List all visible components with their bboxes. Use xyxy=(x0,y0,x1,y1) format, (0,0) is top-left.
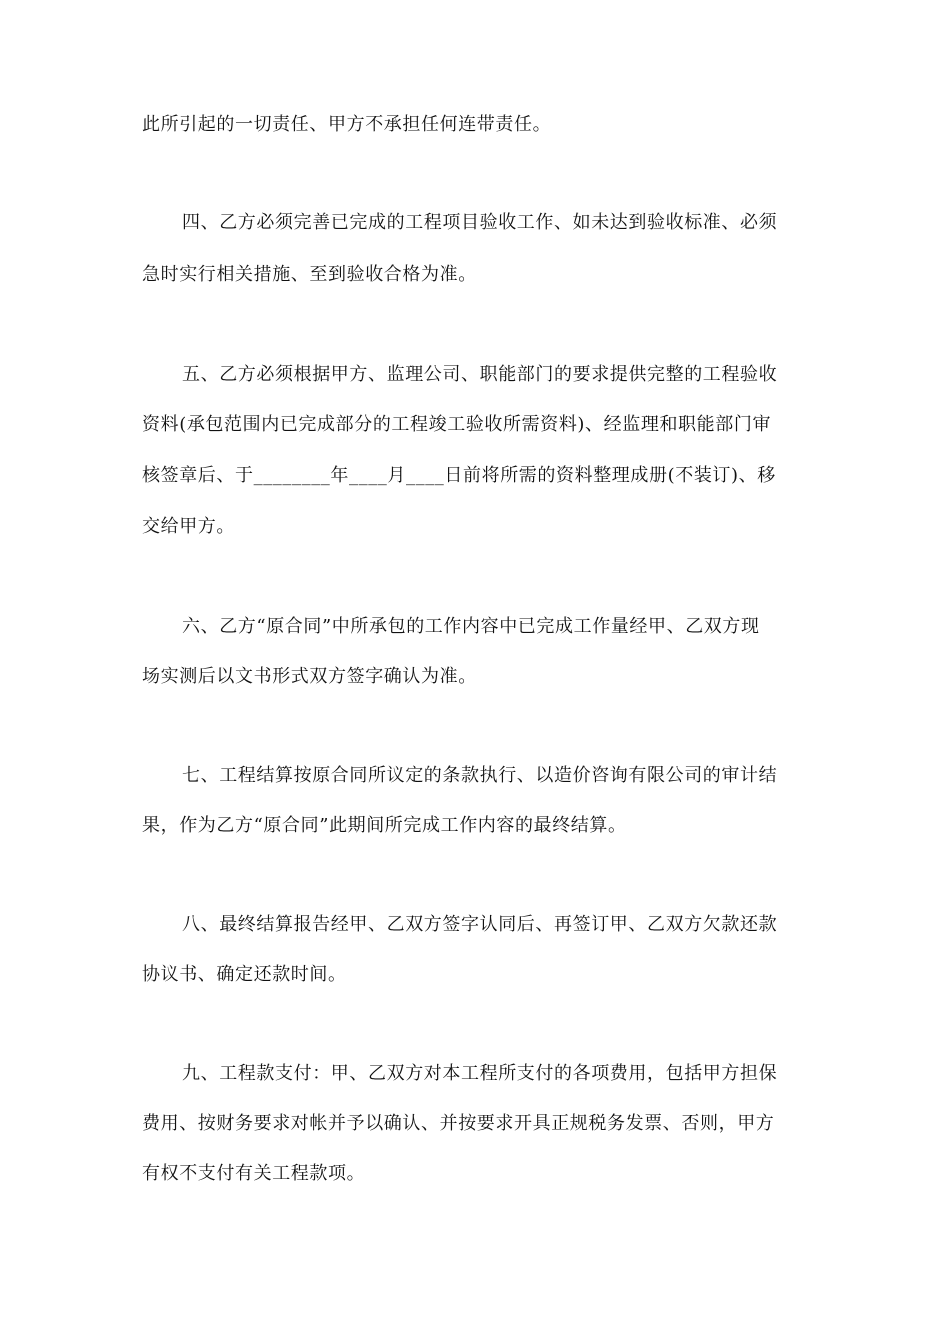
paragraph-9-line-3: 有权不支付有关工程款项。 xyxy=(142,1163,366,1184)
paragraph-4-line-1: 四、乙方必须完善已完成的工程项目验收工作、如未达到验收标准、必须 xyxy=(182,212,778,233)
paragraph-3-line-2: 此所引起的一切责任、甲方不承担任何连带责任。 xyxy=(142,114,552,135)
paragraph-8-line-2: 协议书、确定还款时间。 xyxy=(142,964,347,985)
paragraph-8-line-1: 八、最终结算报告经甲、乙双方签字认同后、再签订甲、乙双方欠款还款 xyxy=(182,914,778,935)
paragraph-5-line-4: 交给甲方。 xyxy=(142,516,235,537)
paragraph-7-line-1: 七、工程结算按原合同所议定的条款执行、以造价咨询有限公司的审计结 xyxy=(182,765,778,786)
paragraph-9-line-2: 费用、按财务要求对帐并予以确认、并按要求开具正规税务发票、否则，甲方 xyxy=(142,1113,775,1134)
paragraph-6-line-2: 场实测后以文书形式双方签字确认为准。 xyxy=(142,666,477,687)
paragraph-5-line-1: 五、乙方必须根据甲方、监理公司、职能部门的要求提供完整的工程验收 xyxy=(182,364,778,385)
paragraph-5-line-2: 资料(承包范围内已完成部分的工程竣工验收所需资料)、经监理和职能部门审 xyxy=(142,414,772,435)
paragraph-5-line-3: 核签章后、于________年____月____日前将所需的资料整理成册(不装订)、移 xyxy=(142,465,776,486)
paragraph-9-line-1: 九、工程款支付：甲、乙双方对本工程所支付的各项费用，包括甲方担保 xyxy=(182,1063,778,1084)
paragraph-6-line-1: 六、乙方“原合同”中所承包的工作内容中已完成工作量经甲、乙双方现 xyxy=(182,616,760,637)
paragraph-7-line-2: 果，作为乙方“原合同”此期间所完成工作内容的最终结算。 xyxy=(142,815,627,836)
paragraph-4-line-2: 急时实行相关措施、至到验收合格为准。 xyxy=(142,264,477,285)
